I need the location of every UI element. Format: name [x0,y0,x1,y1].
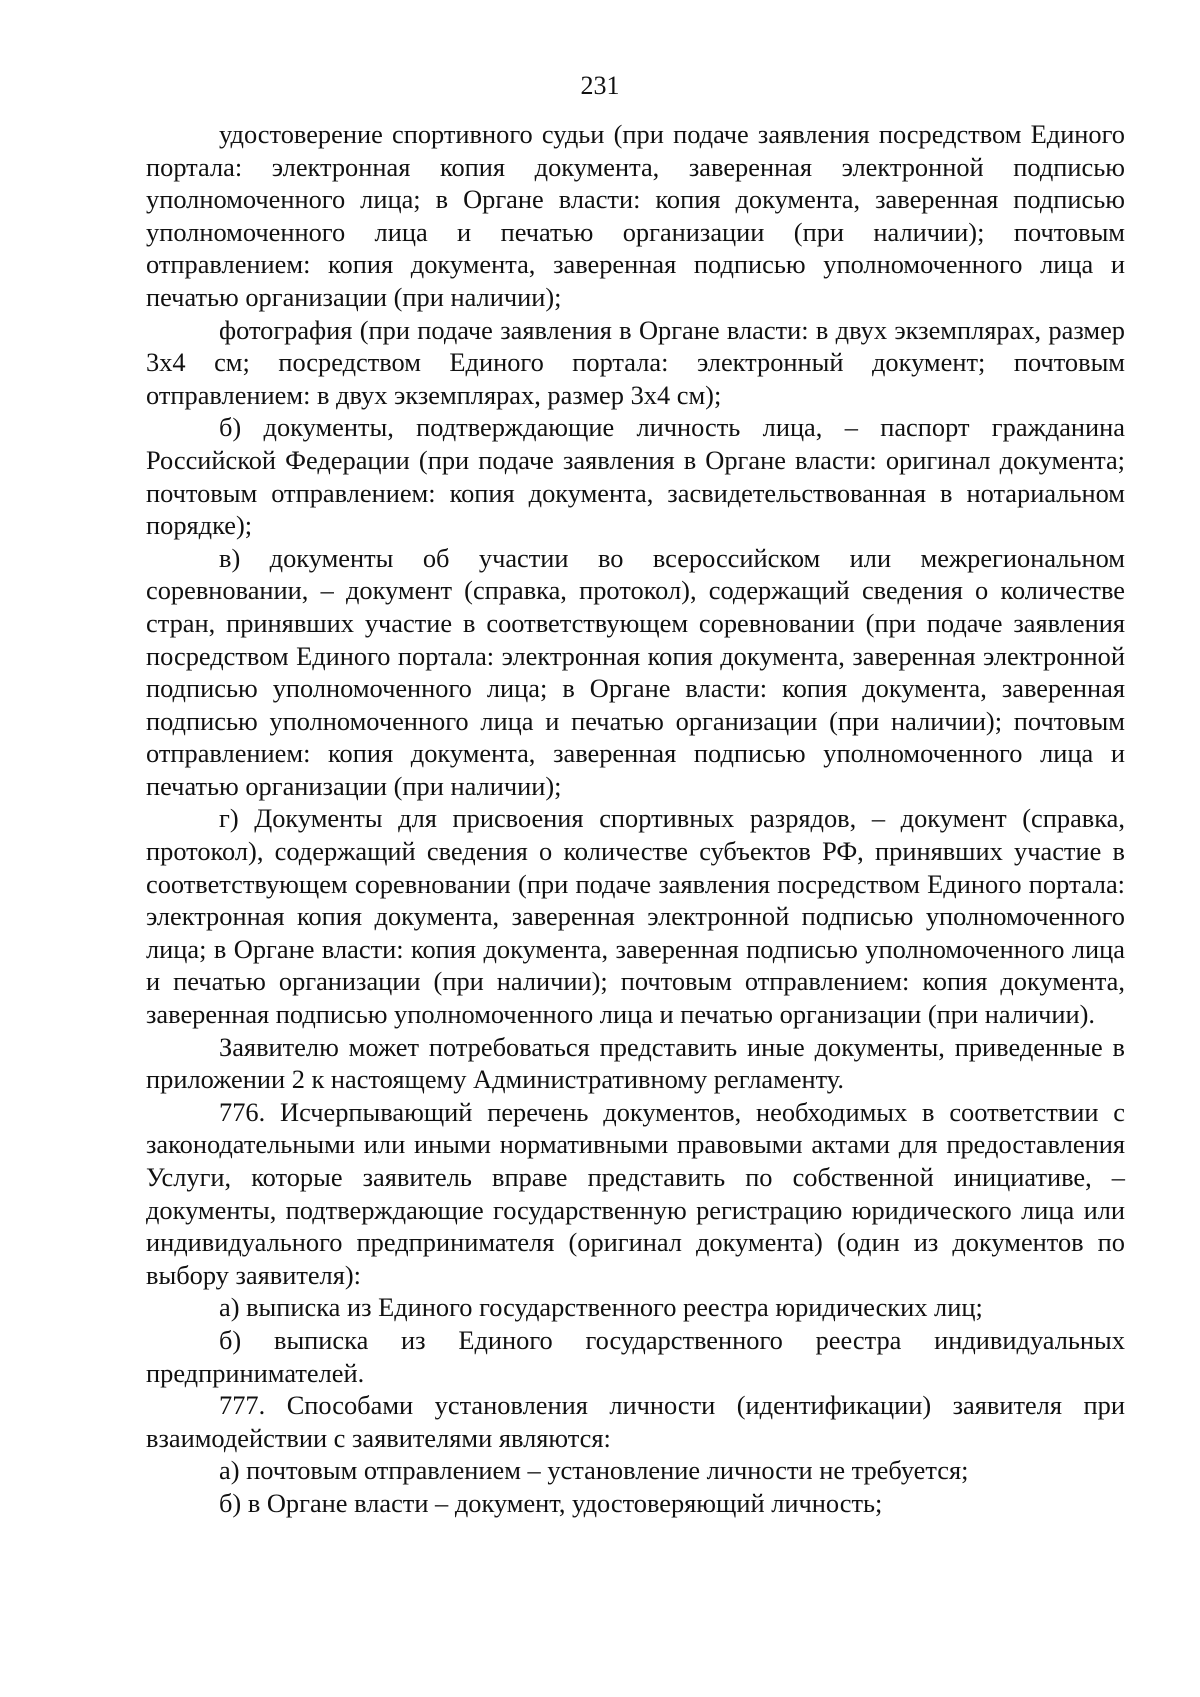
paragraph-776: 776. Исчерпывающий перечень документов, необходимых в соответствии с законодательными или иными нормативными правовыми актами для предоставления Услуги, которые заявитель вправе представить по собственной инициативе, – документы, подтверждающие государственную регистрацию юридического лица или индивидуального предпринимателя (оригинал документа) (один из документов по выбору заявителя): [146,1096,1125,1290]
page-number: 231 [580,71,620,100]
paragraph-777-a: а) почтовым отправлением – установление личности не требуется; [219,1455,969,1486]
paragraph-776-b: б) выписка из Единого государственного реестра индивидуальных предпринимателей. [146,1324,1125,1388]
paragraph-identity-documents: б) документы, подтверждающие личность лица, – паспорт гражданина Российской Федерации (при подаче заявления в Органе власти: оригинал документа; почтовым отправлением: копия документа, засвидетельствованная в нотариальном порядке); [146,412,1125,541]
paragraph-sports-referee-certificate: удостоверение спортивного судьи (при подаче заявления посредством Единого портала: электронная копия документа, заверенная электронной подписью уполномоченного лица; в Органе власти: копия документа, заверенная подписью уполномоченного лица и печатью организации (при наличии); почтовым отправлением: копия документа, заверенная подписью уполномоченного лица и печатью организации (при наличии); [146,119,1125,312]
paragraph-777: 777. Способами установления личности (идентификации) заявителя при взаимодействии с заявителями являются: [146,1390,1125,1453]
paragraph-776-a: а) выписка из Единого государственного реестра юридических лиц; [219,1292,983,1323]
document-body [146,118,1125,1520]
paragraph-competition-participation: в) документы об участии во всероссийском или межрегиональном соревновании, – документ (справка, протокол), содержащий сведения о количестве стран, принявших участие в соответствующем соревновании (при подаче заявления посредством Единого портала: электронная копия документа, заверенная электронной подписью уполномоченного лица; в Органе власти: копия документа, заверенная подписью уполномоченного лица и печатью организации (при наличии); почтовым отправлением: копия документа, заверенная подписью уполномоченного лица и печатью организации (при наличии); [146,542,1125,801]
paragraph-other-documents: Заявителю может потребоваться представить иные документы, приведенные в приложении 2 к настоящему Административному регламенту. [146,1031,1125,1095]
paragraph-777-b: б) в Органе власти – документ, удостоверяющий личность; [219,1487,883,1518]
paragraph-sports-rank-documents: г) Документы для присвоения спортивных разрядов, – документ (справка, протокол), содержащий сведения о количестве субъектов РФ, принявших участие в соответствующем соревновании (при подаче заявления посредством Единого портала: электронная копия документа, заверенная электронной подписью уполномоченного лица; в Органе власти: копия документа, заверенная подписью уполномоченного лица и печатью организации (при наличии); почтовым отправлением: копия документа, заверенная подписью уполномоченного лица и печатью организации (при наличии). [146,803,1125,1030]
paragraph-photograph: фотография (при подаче заявления в Органе власти: в двух экземплярах, размер 3х4 см; посредством Единого портала: электронный документ; почтовым отправлением: в двух экземплярах, размер 3х4 см); [146,314,1125,410]
